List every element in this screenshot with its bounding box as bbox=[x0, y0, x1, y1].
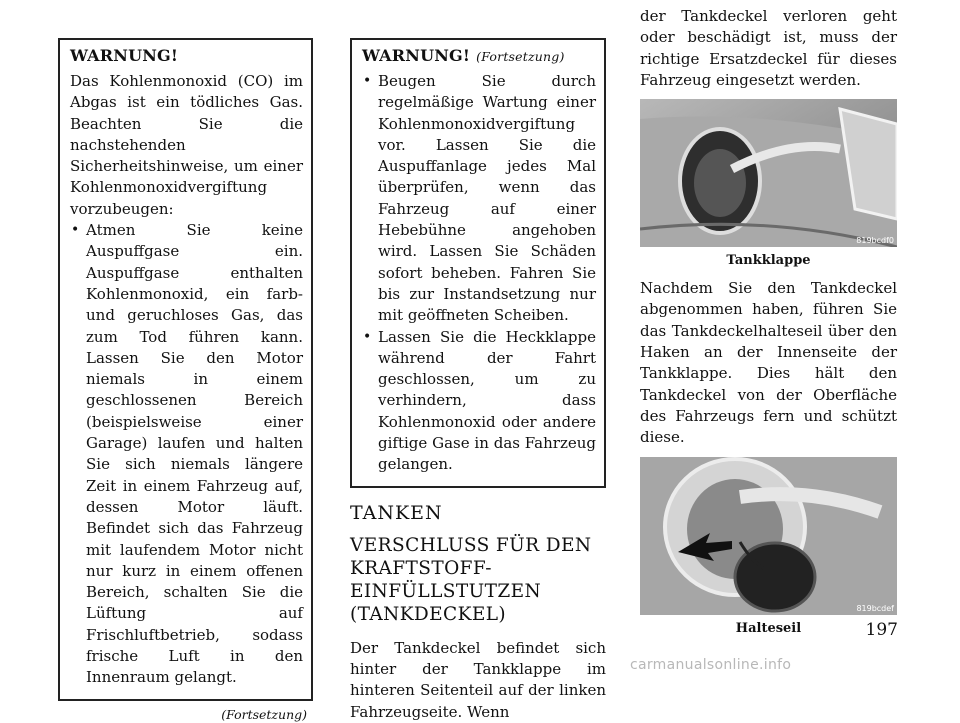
column-left bbox=[58, 38, 313, 722]
warning-box-2 bbox=[350, 38, 606, 488]
figure-caption: Halteseil bbox=[735, 620, 802, 636]
figure-code: 819bcdef bbox=[856, 603, 894, 613]
warning-bullet: • Atmen Sie keine Auspuffgase ein. Auspuffgase enthalten Kohlenmonoxid, ein farb- und geruchloses Gas, das zum Tod führen kann. Lassen Sie den Motor niemals in einem geschlossenen Bereich (beispielsweise einer Garage) laufen und halten Sie sich niemals längere Zeit in einem Fahrzeug auf, dessen Motor läuft. Befindet sich das Fahrzeug mit laufendem Motor nicht nur kurz in einem offenen Bereich, schalten Sie die Lüftung auf Frischluftbetrieb, sodass frische Luft in den Innenraum gelangt. bbox=[70, 220, 303, 689]
warning-bullet: • Lassen Sie die Heckklappe während der Fahrt geschlossen, um zu verhindern, dass Kohlenmonoxid oder andere giftige Gase in das Fahrzeug gelangen. bbox=[362, 327, 596, 476]
warning-title-continued bbox=[362, 46, 596, 65]
body-paragraph: der Tankdeckel verloren geht oder beschädigt ist, muss der richtige Ersatzdeckel für dieses Fahrzeug eingesetzt werden. bbox=[640, 7, 897, 89]
column-right bbox=[640, 6, 897, 646]
warning-title: WARNUNG! bbox=[70, 46, 179, 65]
subsection-title: VERSCHLUSS FÜR DEN KRAFTSTOFF-EINFÜLLSTUTZEN (TANKDECKEL) bbox=[350, 534, 592, 625]
warning-bullet-list bbox=[362, 71, 596, 476]
body-paragraph: Der Tankdeckel befindet sich hinter der Tankklappe im hinteren Seitenteil auf der linken Fahrzeugseite. Wenn bbox=[350, 638, 606, 721]
watermark: carmanualsonline.info bbox=[630, 657, 792, 673]
figure-tether bbox=[640, 457, 897, 615]
warning-title: WARNUNG! bbox=[362, 46, 471, 65]
column-middle bbox=[350, 38, 606, 723]
continued-label: (Fortsetzung) bbox=[476, 49, 565, 64]
section-title: TANKEN bbox=[350, 501, 443, 524]
warning-intro: Das Kohlenmonoxid (CO) im Abgas ist ein tödliches Gas. Beachten Sie die nachstehenden Sicherheitshinweise, um einer Kohlenmonoxidvergiftung vorzubeugen: bbox=[70, 72, 303, 218]
figure-caption: Tankklappe bbox=[726, 253, 811, 269]
warning-bullet-list bbox=[70, 220, 303, 689]
figure-code: 819bcdf0 bbox=[856, 236, 894, 246]
page-number: 197 bbox=[865, 620, 898, 640]
body-paragraph: Nachdem Sie den Tankdeckel abgenommen haben, führen Sie das Tankdeckelhalteseil über den Haken an der Innenseite der Tankklappe. Dies hält den Tankdeckel von der Oberfläche des Fahrzeugs fern und schützt diese. bbox=[640, 279, 897, 447]
continued-note: (Fortsetzung) bbox=[221, 706, 307, 722]
warning-bullet: • Beugen Sie durch regelmäßige Wartung einer Kohlenmonoxidvergiftung vor. Lassen Sie die Auspuffanlage jedes Mal überprüfen, wenn das Fahrzeug auf einer Hebebühne angehoben wird. Lassen Sie Schäden sofort beheben. Fahren Sie bis zur Instandsetzung nur mit geöffneten Scheiben. bbox=[362, 71, 596, 327]
tether-image bbox=[640, 457, 897, 615]
fuel-door-image bbox=[640, 99, 897, 247]
figure-fuel-door bbox=[640, 99, 897, 247]
warning-box-1 bbox=[58, 38, 313, 701]
